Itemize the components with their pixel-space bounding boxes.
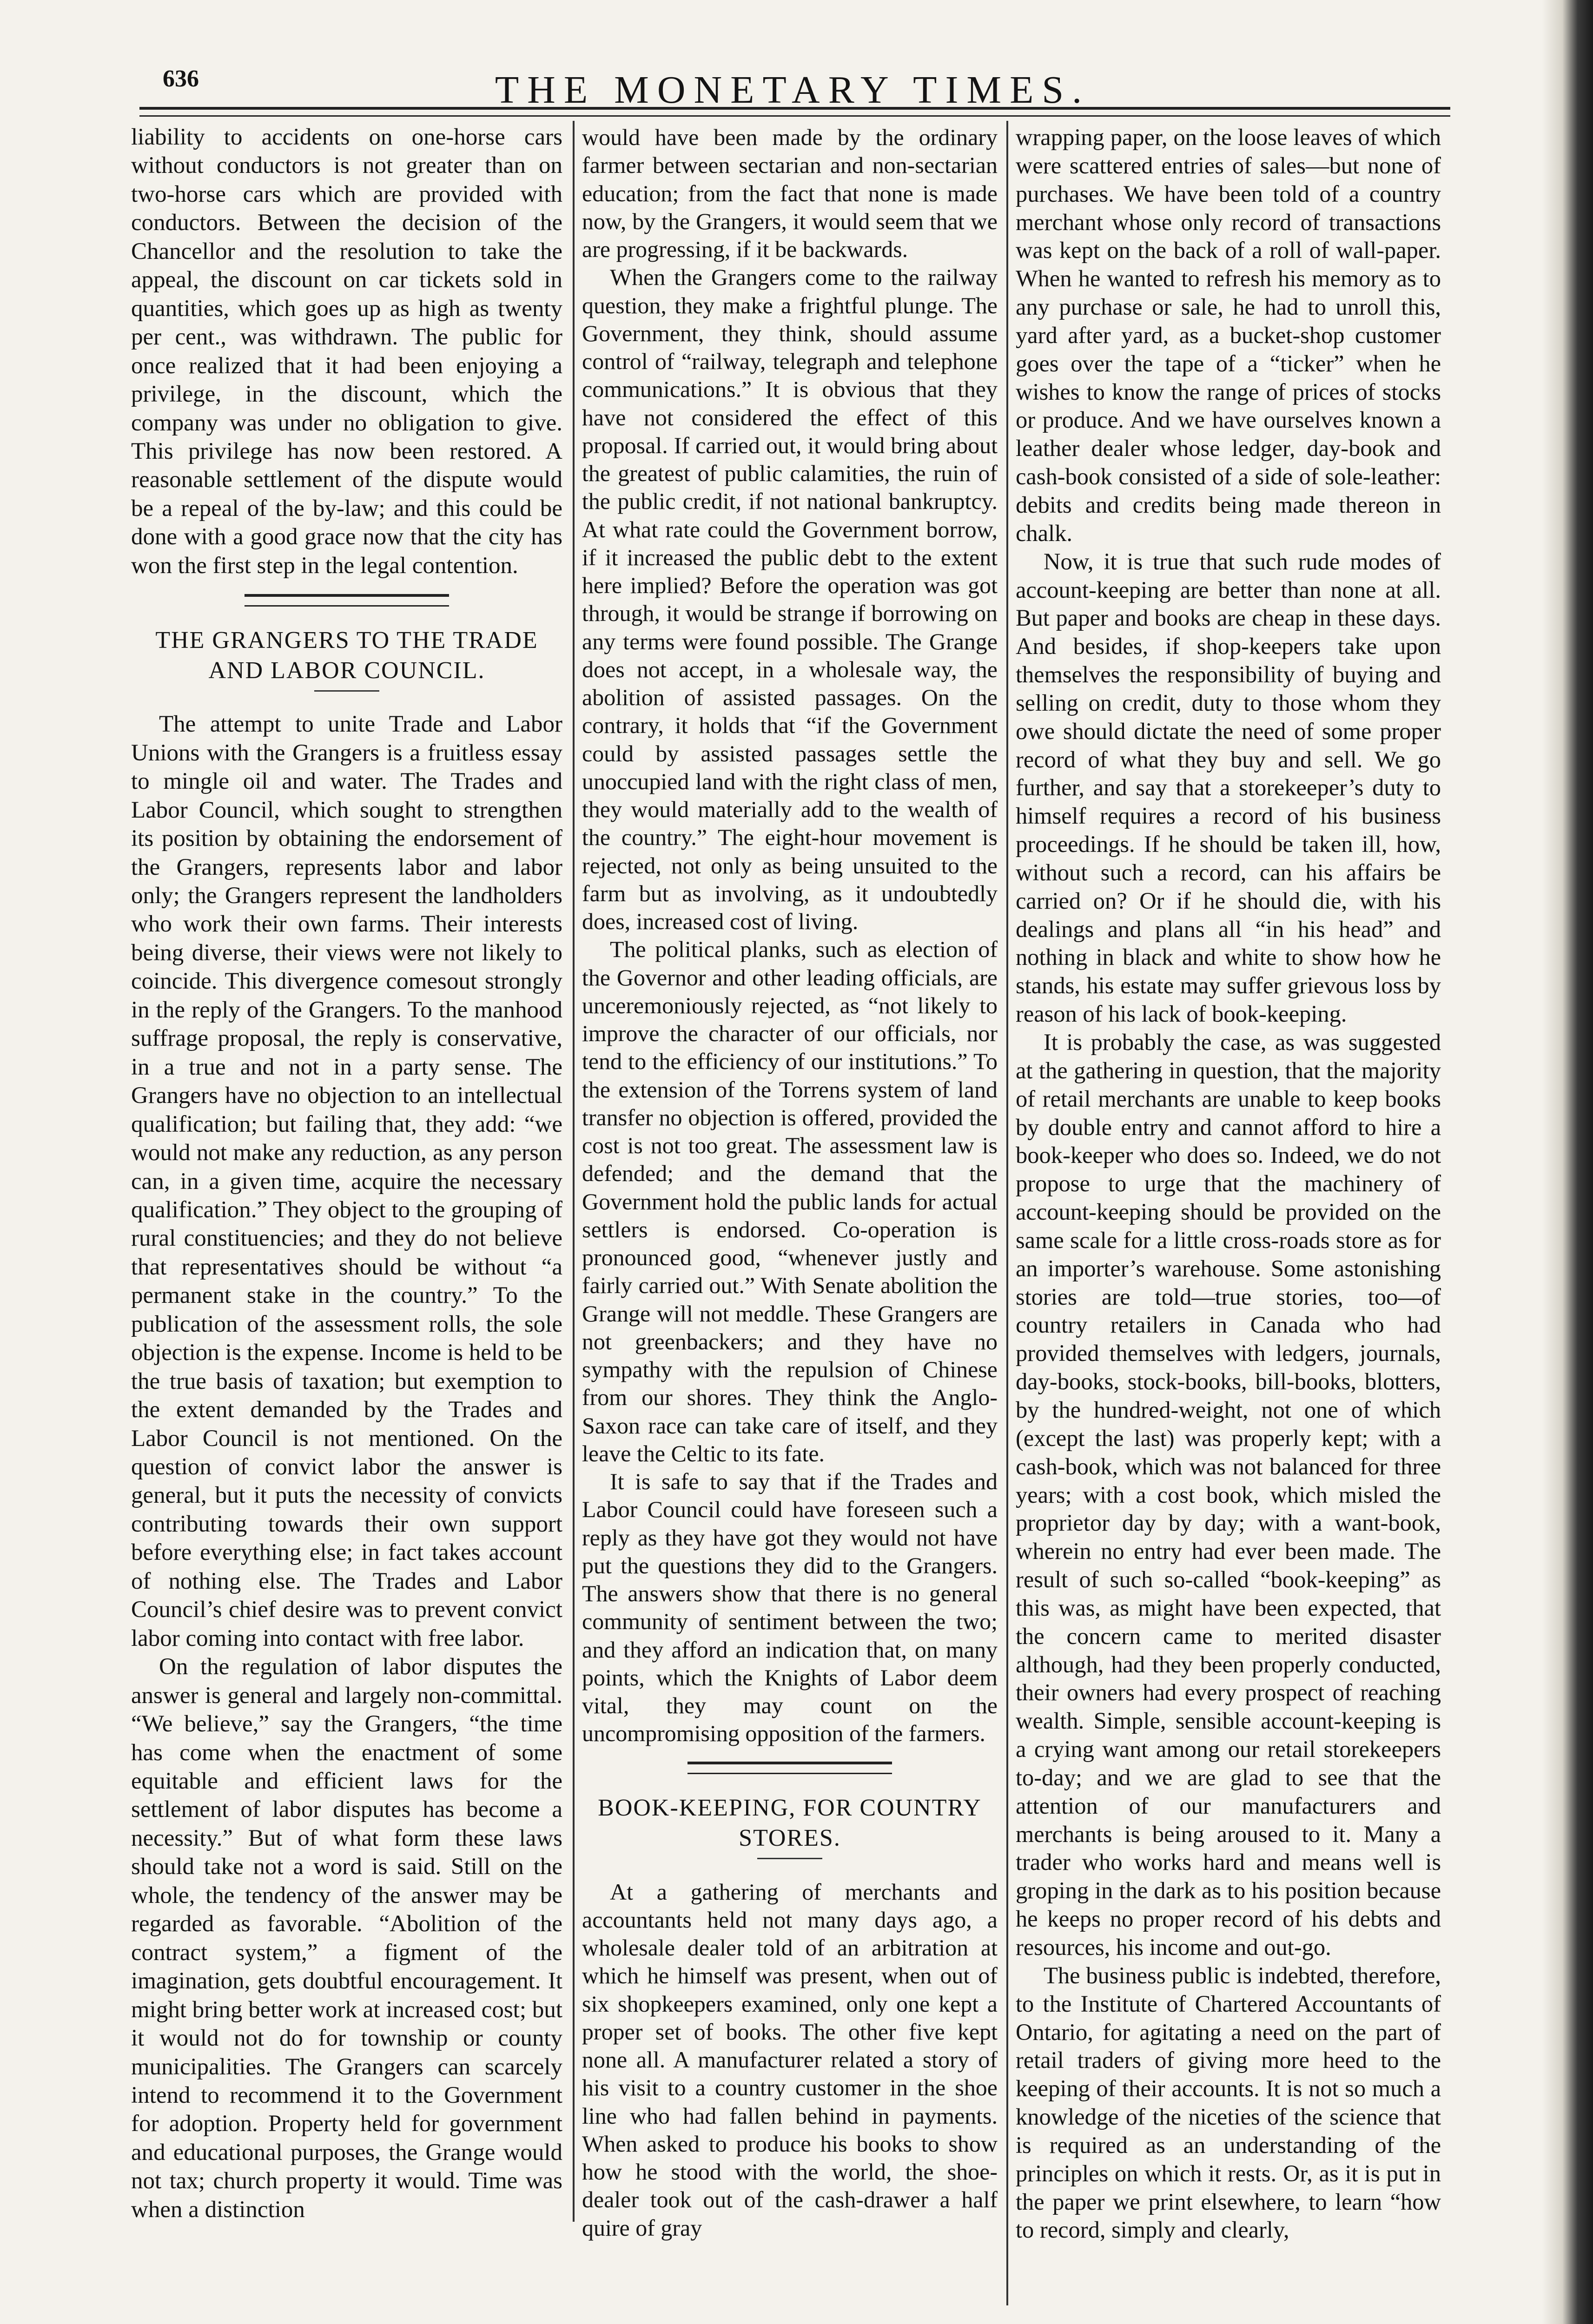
- heading-rule: [757, 1858, 822, 1859]
- column-2: [582, 123, 998, 2242]
- header-rule: [139, 107, 1450, 110]
- article-heading: THE GRANGERS TO THE TRADE AND LABOR COUNCIL.: [155, 627, 538, 684]
- article-paragraph: On the regulation of labor disputes the answer is general and largely non-committal. “We believe,” say the Grangers, “the time has come when the enactment of some equitable and efficient laws for the settlement of labor disputes has become a necessity.” But of what form these laws should take not a word is said. Still on the whole, the tendency of the answer may be regarded as favorable. “Abolition of the contract system,” a figment of the imagination, gets doubtful encouragement. It might bring better work at increased cost; but it would not do for township or county municipalities. The Grangers can scarcely intend to recommend it to the Government for adoption. Property held for government and educational purposes, the Grange would not tax; church property it would. Time was when a distinction: [131, 1654, 562, 2223]
- article-paragraph: It is probably the case, as was suggested at the gathering in question, that the majority of retail merchants are unable to keep books by double entry and cannot afford to hire a book-keeper who does so. Indeed, we do not propose to urge that the machinery of account-keeping should be provided on the same scale for a little cross-roads store as for an importer’s warehouse. Some astonishing stories are told—true stories, too—of country retailers in Canada who had provided themselves with ledgers, journals, day-books, stock-books, bill-books, blotters, by the hundred-weight, not one of which (except the last) was properly kept; with a cash-book, which was not balanced for three years; with a cost book, which misled the proprietor day by day; with a want-book, wherein no entry had ever been made. The result of such so-called “book-keeping” as this was, as might have been expected, that the concern came to merited disaster although, had they been properly conducted, their owners had every prospect of reaching wealth. Simple, sensible account-keeping is a crying want among our retail storekeepers to-day; and we are glad to see that the attention of our manufacturers and merchants is being aroused to it. Many a trader who works hard and means well is groping in the dark as to his position because he keeps no proper record of his debts and resources, his income and out-go.: [1016, 1029, 1441, 1960]
- section-divider: [245, 594, 449, 607]
- heading-rule: [314, 690, 379, 692]
- article-paragraph: would have been made by the ordinary farmer between sectarian and non-sectarian education; from the fact that none is made now, by the Grangers, it would seem that we are progressing, if it be backwards.: [582, 124, 998, 262]
- article-paragraph: The political planks, such as election of the Governor and other leading officials, are unceremoniously rejected, as “not likely to improve the character of our officials, nor tend to the efficiency of our institutions.” To the extension of the Torrens system of land transfer no objection is offered, provided the cost is not too great. The assessment law is defended; and the demand that the Government hold the public lands for actual settlers is endorsed. Co-operation is pronounced good, “whenever justly and fairly carried out.” With Senate abolition the Grange will not meddle. These Grangers are not greenbackers; and they have no sympathy with the repulsion of Chinese from our shores. They think the Anglo-Saxon race can take care of itself, and they leave the Celtic to its fate.: [582, 936, 998, 1466]
- column-3: [1016, 123, 1441, 2244]
- section-divider: [687, 1762, 892, 1774]
- header-rule-secondary: [139, 115, 1450, 117]
- article-paragraph: Now, it is true that such rude modes of account-keeping are better than none at all. But paper and books are cheap in these days. And besides, if shop-keepers take upon themselves the responsibility of buying and selling on credit, duty to those whom they owe should dictate the need of some proper record of what they buy and sell. We go further, and say that a storekeeper’s duty to himself requires a record of his business proceedings. If he should be taken ill, how, without such a record, can his affairs be carried on? Or if he should die, with his dealings and plans all “in his head” and nothing in black and white to show how he stands, his estate may suffer grievous loss by reason of his lack of book-keeping.: [1016, 548, 1441, 1027]
- article-paragraph: wrapping paper, on the loose leaves of which were scattered entries of sales—but none of purchases. We have been told of a country merchant whose only record of transactions was kept on the back of a roll of wall-paper. When he wanted to refresh his memory as to any purchase or sale, he had to unroll this, yard after yard, as a bucket-shop customer goes over the tape of a “ticker” when he wishes to know the range of prices of stocks or produce. And we have ourselves known a leather dealer whose ledger, day-book and cash-book consisted of a side of sole-leather: debits and credits being made thereon in chalk.: [1016, 124, 1441, 546]
- article-paragraph: When the Grangers come to the railway question, they make a frightful plunge. The Government, they think, should assume control of “railway, telegraph and telephone communications.” It is obvious that they have not considered the effect of this proposal. If carried out, it would bring about the greatest of public calamities, the ruin of the public credit, if not national bankruptcy. At what rate could the Government borrow, if it increased the public debt to the extent here implied? Before the operation was got through, it would be strange if borrowing on any terms were found possible. The Grange does not accept, in a wholesale way, the abolition of assisted passages. On the contrary, it holds that “if the Government could by assisted passages settle the unoccupied land with the right class of men, they would materially add to the wealth of the country.” The eight-hour movement is rejected, not only as being unsuited to the farm but as involving, as it undoubtedly does, increased cost of living.: [582, 264, 998, 934]
- column-divider-1: [573, 121, 575, 2222]
- column-1: [131, 123, 562, 2224]
- article-paragraph: It is safe to say that if the Trades and Labor Council could have foreseen such a reply as they have got they would not have put the questions they did to the Grangers. The answers show that there is no general community of sentiment between the two; and they afford an indication that, on many points, which the Knights of Labor deem vital, they may count on the uncompromising opposition of the farmers.: [582, 1468, 998, 1747]
- article-heading: BOOK-KEEPING, FOR COUNTRY STORES.: [598, 1794, 982, 1851]
- masthead-title: THE MONETARY TIMES.: [495, 68, 1091, 112]
- article-paragraph: At a gathering of merchants and accountants held not many days ago, a wholesale dealer told of an arbitration at which he himself was present, when out of six shopkeepers examined, only one kept a proper set of books. The other five kept none all. A manufacturer related a story of his visit to a country customer in the shoe line who had fallen behind in payments. When asked to produce his books to show how he stood with the world, the shoe-dealer took out of the cash-drawer a half quire of gray: [582, 1878, 998, 2241]
- column-divider-2: [1006, 121, 1008, 2305]
- article-paragraph: The business public is indebted, therefore, to the Institute of Chartered Accountants of Ontario, for agitating a need on the part of retail traders of giving more heed to the keeping of their accounts. It is not so much a knowledge of the niceties of the science that is required as an understanding of the principles on which it rests. Or, as it is put in the paper we print elsewhere, to learn “how to record, simply and clearly,: [1016, 1962, 1441, 2243]
- article-paragraph: liability to accidents on one-horse cars without conductors is not greater than on two-horse cars which are provided with conductors. Between the decision of the Chancellor and the resolution to take the appeal, the discount on car tickets sold in quantities, which goes up as high as twenty per cent., was withdrawn. The public for once realized that it had been enjoying a privilege, in the discount, which the company was under no obligation to give. This privilege has now been restored. A reasonable settlement of the dispute would be a repeal of the by-law; and this could be done with a good grace now that the city has won the first step in the legal contention.: [131, 124, 562, 579]
- binding-edge: [1542, 0, 1593, 2324]
- page-number: 636: [163, 66, 199, 92]
- article-paragraph: The attempt to unite Trade and Labor Unions with the Grangers is a fruitless essay to mingle oil and water. The Trades and Labor Council, which sought to strengthen its position by obtaining the endorsement of the Grangers, represents labor and labor only; the Grangers represent the landholders who work their own farms. Their interests being diverse, their views were not likely to coincide. This divergence comesout strongly in the reply of the Grangers. To the manhood suffrage proposal, the reply is conservative, in a true and not in a party sense. The Grangers have no objection to an intellectual qualification; but failing that, they add: “we would not make any reduction, as any person can, in a given time, acquire the necessary qualification.” They object to the grouping of rural constituencies; and they do not believe that representatives should be without “a permanent stake in the country.” To the publication of the assessment rolls, the sole objection is the expense. Income is held to be the true basis of taxation; but exemption to the extent demanded by the Trades and Labor Council is not mentioned. On the question of convict labor the answer is general, but it puts the necessity of convicts contributing towards their own support before everything else; in fact takes account of nothing else. The Trades and Labor Council’s chief desire was to prevent convict labor coming into contact with free labor.: [131, 711, 562, 1651]
